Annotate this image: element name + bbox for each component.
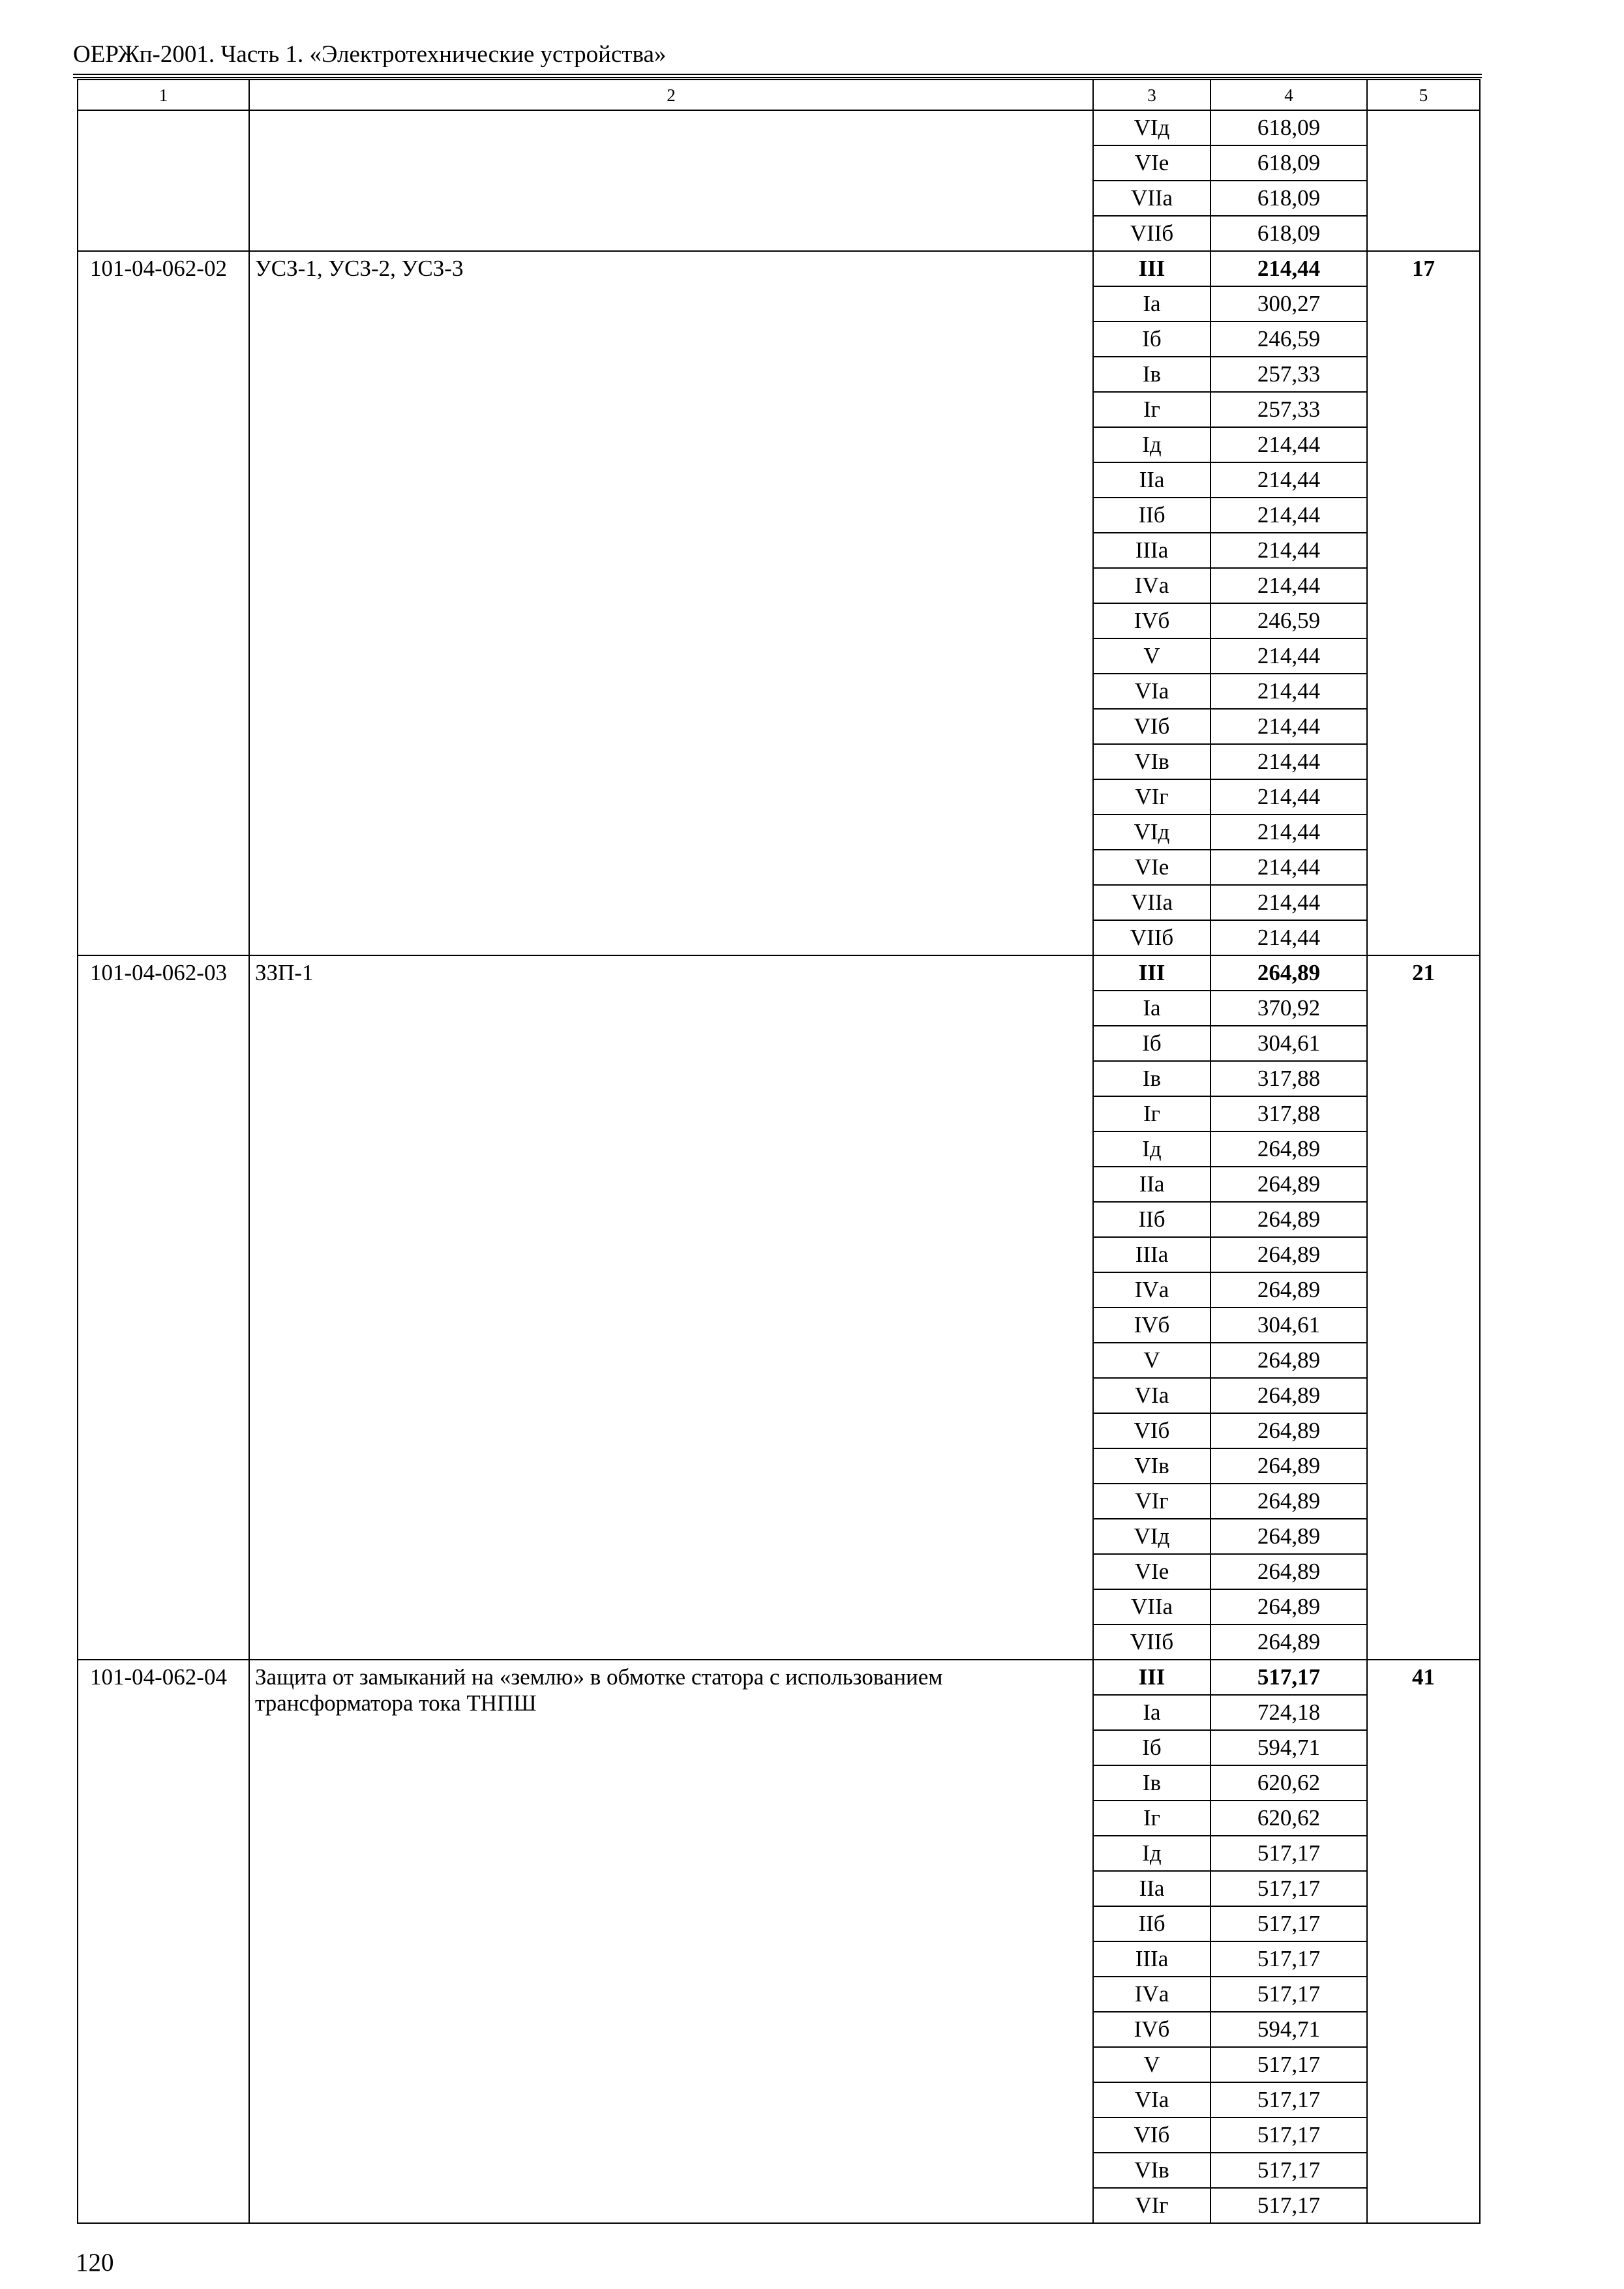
item-code: 101-04-062-04: [78, 1660, 249, 2223]
value-cell: 618,09: [1210, 110, 1367, 145]
header-rule-double: [73, 77, 1482, 78]
zone-cell: VIIа: [1093, 885, 1210, 920]
value-cell: 214,44: [1210, 850, 1367, 885]
value-cell: 517,17: [1210, 2153, 1367, 2188]
value-cell: 517,17: [1210, 1660, 1367, 1695]
value-cell: 214,44: [1210, 498, 1367, 533]
value-cell: 517,17: [1210, 1906, 1367, 1941]
value-cell: 370,92: [1210, 991, 1367, 1026]
value-cell: 264,89: [1210, 1378, 1367, 1413]
zone-cell: VIд: [1093, 1519, 1210, 1554]
value-cell: 264,89: [1210, 1519, 1367, 1554]
value-cell: 517,17: [1210, 2082, 1367, 2117]
value-cell: 214,44: [1210, 674, 1367, 709]
zone-cell: VIд: [1093, 110, 1210, 145]
table-row: [78, 110, 1480, 145]
value-cell: 214,44: [1210, 815, 1367, 850]
item-total: 41: [1367, 1660, 1480, 2223]
zone-cell: IIа: [1093, 1871, 1210, 1906]
price-table-body: [78, 80, 1480, 2223]
value-cell: 517,17: [1210, 2188, 1367, 2223]
value-cell: 264,89: [1210, 1624, 1367, 1660]
item-code: 101-04-062-02: [78, 251, 249, 955]
zone-cell: Iд: [1093, 1836, 1210, 1871]
zone-cell: VIе: [1093, 145, 1210, 181]
zone-cell: IIIа: [1093, 1941, 1210, 1977]
value-cell: 214,44: [1210, 709, 1367, 744]
column-number-5: 5: [1367, 80, 1480, 110]
zone-cell: IIб: [1093, 498, 1210, 533]
value-cell: 264,89: [1210, 1272, 1367, 1308]
value-cell: 264,89: [1210, 1484, 1367, 1519]
value-cell: 214,44: [1210, 568, 1367, 603]
value-cell: 304,61: [1210, 1026, 1367, 1061]
header-rule: [73, 74, 1482, 75]
column-number-3: 3: [1093, 80, 1210, 110]
value-cell: 246,59: [1210, 603, 1367, 638]
value-cell: 214,44: [1210, 251, 1367, 286]
zone-cell: Iв: [1093, 1765, 1210, 1801]
zone-cell: VIIб: [1093, 1624, 1210, 1660]
value-cell: 264,89: [1210, 1413, 1367, 1448]
item-total: [1367, 110, 1480, 251]
value-cell: 214,44: [1210, 885, 1367, 920]
column-number-2: 2: [249, 80, 1093, 110]
zone-cell: V: [1093, 638, 1210, 674]
column-number-1: 1: [78, 80, 249, 110]
value-cell: 517,17: [1210, 2047, 1367, 2082]
item-name: [249, 110, 1093, 251]
value-cell: 724,18: [1210, 1695, 1367, 1730]
zone-cell: Iг: [1093, 1096, 1210, 1131]
zone-cell: Iа: [1093, 286, 1210, 322]
item-name: УСЗ-1, УСЗ-2, УСЗ-3: [249, 251, 1093, 955]
zone-cell: IVа: [1093, 568, 1210, 603]
zone-cell: VIб: [1093, 709, 1210, 744]
zone-cell: Iа: [1093, 1695, 1210, 1730]
zone-cell: IIа: [1093, 462, 1210, 498]
value-cell: 264,89: [1210, 1237, 1367, 1272]
value-cell: 264,89: [1210, 1202, 1367, 1237]
item-code: 101-04-062-03: [78, 955, 249, 1660]
value-cell: 517,17: [1210, 1836, 1367, 1871]
zone-cell: VIв: [1093, 2153, 1210, 2188]
value-cell: 214,44: [1210, 744, 1367, 779]
value-cell: 214,44: [1210, 427, 1367, 462]
value-cell: 618,09: [1210, 181, 1367, 216]
value-cell: 214,44: [1210, 920, 1367, 955]
item-name: ЗЗП-1: [249, 955, 1093, 1660]
value-cell: 517,17: [1210, 1941, 1367, 1977]
zone-cell: VIIа: [1093, 1589, 1210, 1624]
value-cell: 517,17: [1210, 1977, 1367, 2012]
price-table: [77, 79, 1481, 2224]
zone-cell: Iг: [1093, 392, 1210, 427]
value-cell: 620,62: [1210, 1801, 1367, 1836]
value-cell: 304,61: [1210, 1308, 1367, 1343]
table-row: [78, 1660, 1480, 1695]
zone-cell: Iд: [1093, 427, 1210, 462]
value-cell: 317,88: [1210, 1061, 1367, 1096]
value-cell: 264,89: [1210, 1131, 1367, 1167]
value-cell: 300,27: [1210, 286, 1367, 322]
value-cell: 620,62: [1210, 1765, 1367, 1801]
value-cell: 257,33: [1210, 357, 1367, 392]
zone-cell: Iв: [1093, 1061, 1210, 1096]
zone-cell: V: [1093, 1343, 1210, 1378]
zone-cell: Iд: [1093, 1131, 1210, 1167]
zone-cell: V: [1093, 2047, 1210, 2082]
zone-cell: VIг: [1093, 1484, 1210, 1519]
item-code: [78, 110, 249, 251]
zone-cell: IIб: [1093, 1202, 1210, 1237]
zone-cell: IVа: [1093, 1272, 1210, 1308]
zone-cell: IIа: [1093, 1167, 1210, 1202]
column-numbers-row: [78, 80, 1480, 110]
value-cell: 594,71: [1210, 1730, 1367, 1765]
value-cell: 594,71: [1210, 2012, 1367, 2047]
value-cell: 264,89: [1210, 1167, 1367, 1202]
zone-cell: IIб: [1093, 1906, 1210, 1941]
value-cell: 264,89: [1210, 1448, 1367, 1484]
zone-cell: VIIб: [1093, 216, 1210, 251]
item-name: Защита от замыканий на «землю» в обмотке статора с использованием трансформатора тока ТНПШ: [249, 1660, 1093, 2223]
zone-cell: IIIа: [1093, 533, 1210, 568]
value-cell: 517,17: [1210, 1871, 1367, 1906]
zone-cell: VIа: [1093, 674, 1210, 709]
zone-cell: III: [1093, 1660, 1210, 1695]
zone-cell: Iб: [1093, 322, 1210, 357]
value-cell: 618,09: [1210, 216, 1367, 251]
zone-cell: VIIб: [1093, 920, 1210, 955]
zone-cell: III: [1093, 251, 1210, 286]
zone-cell: Iа: [1093, 991, 1210, 1026]
zone-cell: VIа: [1093, 1378, 1210, 1413]
zone-cell: Iв: [1093, 357, 1210, 392]
value-cell: 517,17: [1210, 2117, 1367, 2153]
zone-cell: VIг: [1093, 2188, 1210, 2223]
table-row: [78, 955, 1480, 991]
zone-cell: IVб: [1093, 603, 1210, 638]
zone-cell: IIIа: [1093, 1237, 1210, 1272]
value-cell: 214,44: [1210, 533, 1367, 568]
zone-cell: VIб: [1093, 1413, 1210, 1448]
zone-cell: VIб: [1093, 2117, 1210, 2153]
page-number: 120: [76, 2249, 114, 2277]
column-number-4: 4: [1210, 80, 1367, 110]
zone-cell: VIд: [1093, 815, 1210, 850]
zone-cell: III: [1093, 955, 1210, 991]
zone-cell: VIа: [1093, 2082, 1210, 2117]
zone-cell: Iг: [1093, 1801, 1210, 1836]
value-cell: 246,59: [1210, 322, 1367, 357]
zone-cell: VIIа: [1093, 181, 1210, 216]
zone-cell: Iб: [1093, 1730, 1210, 1765]
value-cell: 264,89: [1210, 1554, 1367, 1589]
table-row: [78, 251, 1480, 286]
value-cell: 214,44: [1210, 779, 1367, 815]
value-cell: 257,33: [1210, 392, 1367, 427]
item-total: 21: [1367, 955, 1480, 1660]
page-header: ОЕРЖп-2001. Часть 1. «Электротехнические устройства»: [73, 41, 667, 68]
value-cell: 214,44: [1210, 638, 1367, 674]
zone-cell: VIв: [1093, 744, 1210, 779]
value-cell: 214,44: [1210, 462, 1367, 498]
zone-cell: IVа: [1093, 1977, 1210, 2012]
value-cell: 264,89: [1210, 955, 1367, 991]
zone-cell: VIв: [1093, 1448, 1210, 1484]
zone-cell: IVб: [1093, 1308, 1210, 1343]
value-cell: 317,88: [1210, 1096, 1367, 1131]
value-cell: 264,89: [1210, 1589, 1367, 1624]
zone-cell: IVб: [1093, 2012, 1210, 2047]
zone-cell: VIе: [1093, 1554, 1210, 1589]
value-cell: 618,09: [1210, 145, 1367, 181]
item-total: 17: [1367, 251, 1480, 955]
value-cell: 264,89: [1210, 1343, 1367, 1378]
zone-cell: VIе: [1093, 850, 1210, 885]
zone-cell: VIг: [1093, 779, 1210, 815]
zone-cell: Iб: [1093, 1026, 1210, 1061]
